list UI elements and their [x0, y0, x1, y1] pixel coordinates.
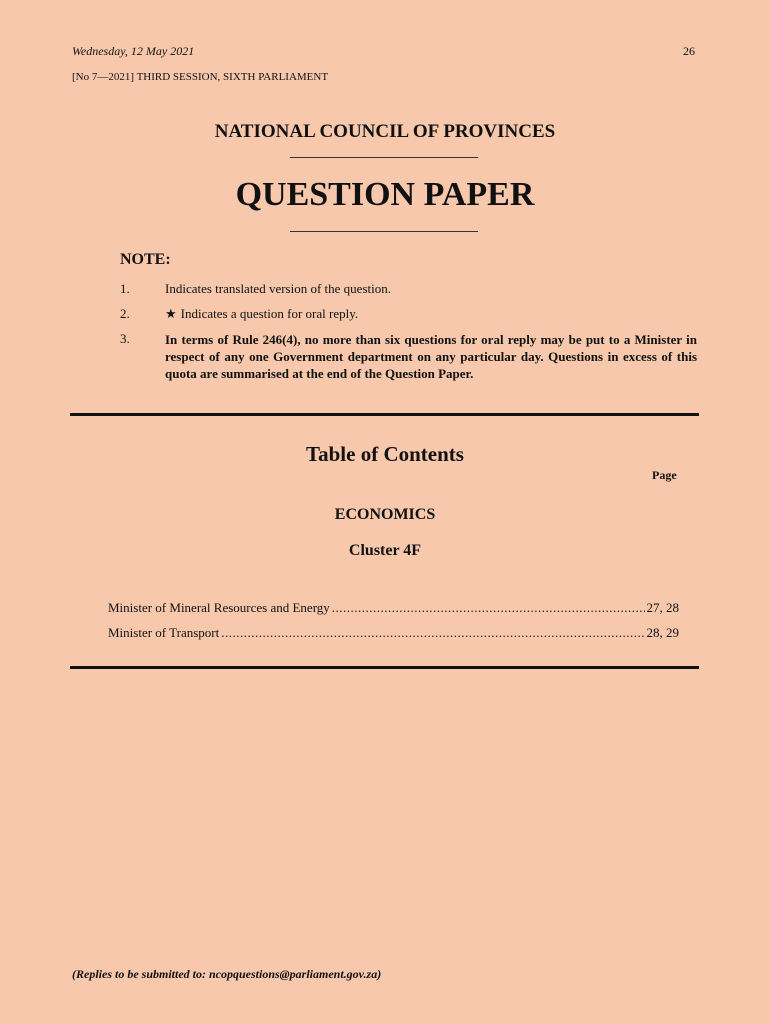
star-icon: ★	[165, 306, 177, 321]
title-divider-bottom	[290, 231, 478, 232]
section-divider	[70, 666, 699, 669]
toc-entry[interactable]	[108, 625, 679, 641]
toc-entry-label: Minister of Transport	[108, 625, 220, 640]
note-item-text: Indicates a question for oral reply.	[180, 306, 359, 321]
note-item-number: 2.	[120, 306, 130, 321]
session-line: [No 7—2021] THIRD SESSION, SIXTH PARLIAMENT	[72, 71, 329, 83]
note-item-2	[165, 306, 358, 322]
note-item-text: Indicates translated version of the question.	[165, 281, 391, 296]
toc-entry[interactable]	[108, 600, 679, 616]
toc-cluster-heading: Cluster 4F	[348, 542, 422, 559]
toc-title: Table of Contents	[306, 442, 464, 466]
toc-entry-pages: 28, 29	[646, 625, 679, 640]
header-date: Wednesday, 12 May 2021	[72, 44, 195, 58]
note-item-number: 3.	[120, 331, 130, 346]
toc-entry-label: Minister of Mineral Resources and Energy	[108, 600, 330, 615]
toc-leader-dots	[221, 625, 644, 641]
note-heading: NOTE:	[120, 251, 171, 268]
council-title: NATIONAL COUNCIL OF PROVINCES	[214, 121, 556, 142]
title-divider-top	[290, 157, 478, 158]
note-item-number: 1.	[120, 281, 130, 296]
section-divider	[70, 413, 699, 416]
page-number: 26	[683, 44, 695, 58]
footer-note: (Replies to be submitted to: ncopquestions@parliament.gov.za)	[72, 967, 382, 981]
toc-entry-pages: 27, 28	[646, 600, 679, 615]
page-title: QUESTION PAPER	[235, 176, 535, 213]
toc-leader-dots	[332, 600, 645, 616]
toc-page-header: Page	[652, 468, 677, 482]
toc-section-heading: ECONOMICS	[334, 506, 436, 523]
note-item-text: In terms of Rule 246(4), no more than six questions for oral reply may be put to a Minister in respect of any one Government department on any particular day. Questions in excess of this quota are summarised at the end of the Question Paper.	[165, 332, 697, 381]
